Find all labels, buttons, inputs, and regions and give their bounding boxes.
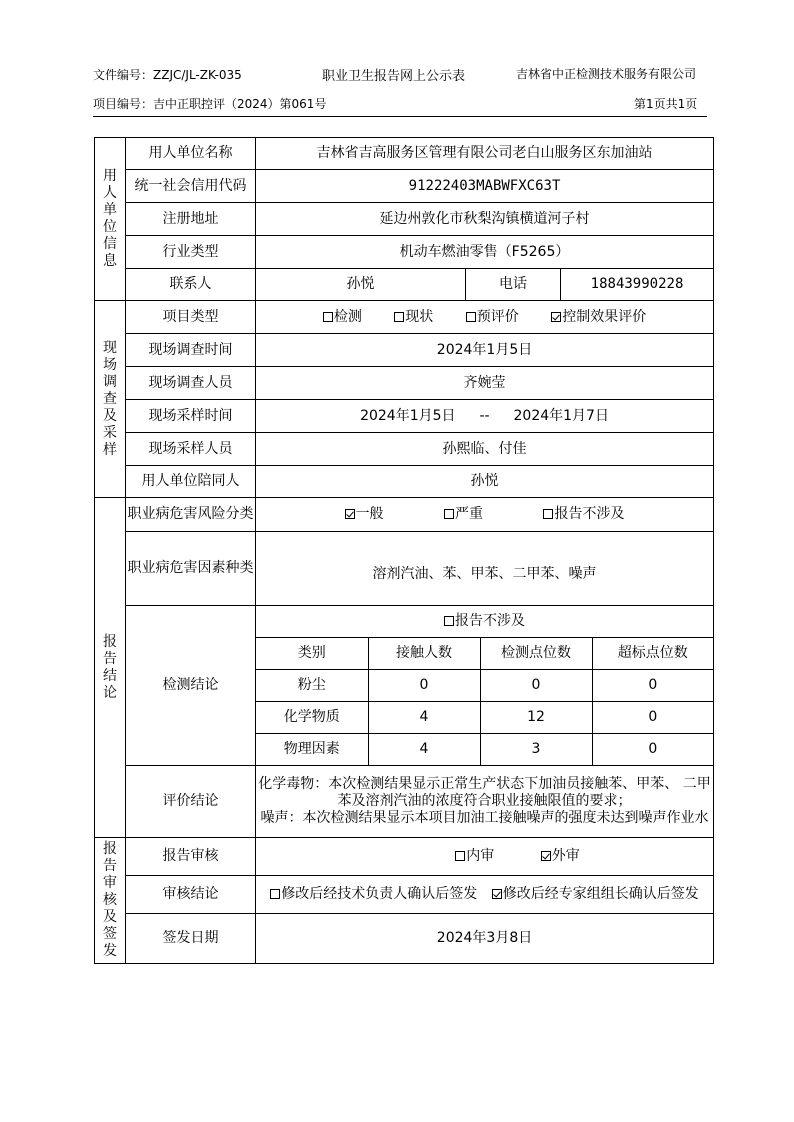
surveyor-label: 现场调查人员 [126,367,256,400]
sampling-time-value [256,400,714,433]
option-internal: 内审 [455,848,494,865]
eval-noise: 噪声：本次检测结果显示本项目加油工接触噪声的强度未达到噪声作业水 [260,810,709,826]
table-row [256,734,713,766]
credit-code-value: 91222403MABWFXC63T [256,170,714,203]
test-label: 检测结论 [126,606,256,766]
result-options [256,876,714,914]
page-info: 第1页共1页 [634,97,698,111]
company-name: 吉林省中正检测技术服务有限公司 [516,67,697,81]
checkbox-not-involved-icon [543,509,553,519]
row-physical-exceed: 0 [592,734,713,766]
option-not-involved: 报告不涉及 [543,506,624,523]
issue-date-value: 2024年3月8日 [256,914,714,964]
phone-value: 18843990228 [561,269,714,301]
checkbox-serious-icon [444,509,454,519]
address-value: 延边州敦化市秋梨沟镇横道河子村 [256,203,714,236]
address-label: 注册地址 [126,203,256,236]
section-employer-title: 用人单位信息 [95,138,126,301]
row-chemical-category: 化学物质 [256,702,368,734]
project-type-options [256,301,714,334]
survey-time-label: 现场调查时间 [126,334,256,367]
checkbox-test-not-involved-icon [444,616,454,626]
table-row [256,702,713,734]
phone-label: 电话 [466,269,561,301]
row-dust-category: 粉尘 [256,670,368,702]
contact-value: 孙悦 [256,269,466,301]
project-type-label: 项目类型 [126,301,256,334]
checkbox-checked-icon [492,889,502,899]
survey-time-value: 2024年1月5日 [256,334,714,367]
eval-value [256,766,714,838]
test-results-cell [256,638,714,766]
row-dust-exceed: 0 [592,670,713,702]
row-chemical-people: 4 [368,702,480,734]
test-results-table [256,638,713,765]
result-label: 审核结论 [126,876,256,914]
escort-label: 用人单位陪同人 [126,466,256,498]
option-serious: 严重 [444,506,483,523]
review-label: 报告审核 [126,838,256,876]
employer-name-value: 吉林省吉高服务区管理有限公司老白山服务区东加油站 [256,138,714,170]
employer-name-label: 用人单位名称 [126,138,256,170]
checkbox-checked-icon [345,509,355,519]
sampler-label: 现场采样人员 [126,433,256,466]
test-header-row [256,638,713,670]
row-chemical-exceed: 0 [592,702,713,734]
surveyor-value: 齐婉莹 [256,367,714,400]
option-tech-lead: 修改后经技术负责人确认后签发 [270,886,477,903]
checkbox-internal-icon [455,851,465,861]
sampling-end: 2024年1月7日 [513,407,609,424]
row-physical-points: 3 [480,734,592,766]
credit-code-label: 统一社会信用代码 [126,170,256,203]
factor-label: 职业病危害因素种类 [126,532,256,606]
row-chemical-points: 12 [480,702,592,734]
test-not-involved: 报告不涉及 [256,606,714,638]
factor-value: 溶剂汽油、苯、甲苯、二甲苯、噪声 [256,532,714,606]
checkbox-checked-icon [541,851,551,861]
project-number: 项目编号：吉中正职控评（2024）第061号 [93,97,327,111]
table-row [256,670,713,702]
sampling-separator: -- [479,407,490,424]
sampling-time-label: 现场采样时间 [126,400,256,433]
sampling-start: 2024年1月5日 [360,407,456,424]
industry-value: 机动车燃油零售（F5265） [256,236,714,269]
option-pre-evaluation: 预评价 [466,309,519,326]
checkbox-testing-icon [323,312,333,322]
row-physical-category: 物理因素 [256,734,368,766]
file-number: 文件编号：ZZJC/JL-ZK-035 [93,68,242,82]
issue-date-label: 签发日期 [126,914,256,964]
row-physical-people: 4 [368,734,480,766]
disclosure-table [94,137,714,964]
section-survey-title: 现场调查及采样 [95,301,126,498]
option-testing: 检测 [323,309,362,326]
header-test-points: 检测点位数 [480,638,592,670]
option-expert-lead: 修改后经专家组组长确认后签发 [492,886,699,903]
checkbox-status-icon [394,312,404,322]
checkbox-pre-evaluation-icon [466,312,476,322]
header-divider [93,116,707,117]
header-category: 类别 [256,638,368,670]
header-exceed-points: 超标点位数 [592,638,713,670]
eval-label: 评价结论 [126,766,256,838]
checkbox-tech-lead-icon [270,889,280,899]
contact-label: 联系人 [126,269,256,301]
option-status: 现状 [394,309,433,326]
option-external: 外审 [541,848,580,865]
escort-value: 孙悦 [256,466,714,498]
checkbox-checked-icon [551,312,561,322]
review-options [256,838,714,876]
risk-options [256,498,714,532]
option-control-effect: 控制效果评价 [551,309,646,326]
row-dust-people: 0 [368,670,480,702]
industry-label: 行业类型 [126,236,256,269]
section-conclusion-title: 报告结论 [95,498,126,838]
row-dust-points: 0 [480,670,592,702]
document-title: 职业卫生报告网上公示表 [322,69,466,84]
header-exposed-people: 接触人数 [368,638,480,670]
eval-chemical: 化学毒物：本次检测结果显示正常生产状态下加油员接触苯、甲苯、 二甲苯及溶剂汽油的浓度符合职业接触限值的要求； [258,776,711,809]
sampler-value: 孙熙临、付佳 [256,433,714,466]
risk-label: 职业病危害风险分类 [126,498,256,532]
section-review-title: 报告审核及签发 [95,838,126,964]
option-general: 一般 [345,506,384,523]
